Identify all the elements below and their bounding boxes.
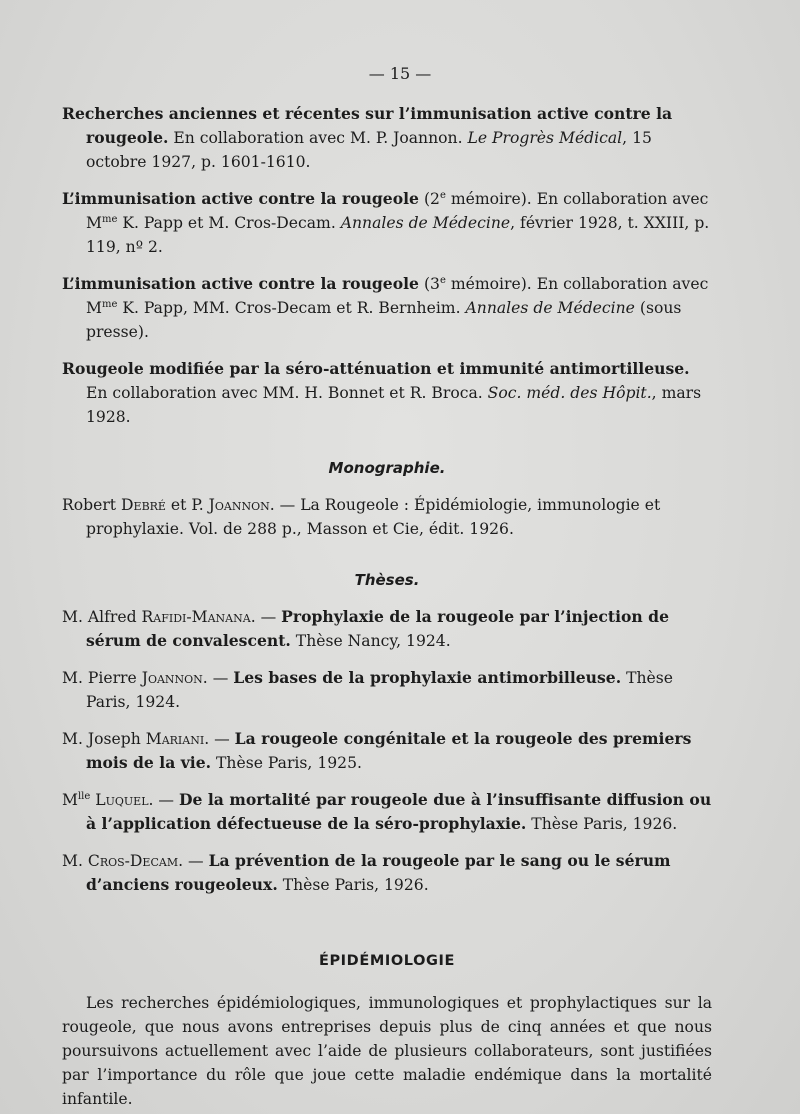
thesis-title: Prophylaxie de la rougeole par l’injection de sérum de convalescent. <box>86 607 670 650</box>
publication-title: Recherches anciennes et récentes sur l’immunisation active contre la rougeole. <box>62 104 673 147</box>
author-name: Luquel <box>95 791 149 809</box>
publication-title: L’immunisation active contre la rougeole <box>62 189 419 208</box>
publication-entry: L’immunisation active contre la rougeole (2e mémoire). En collaboration avec $M^{me}$ K. Papp et M. Cros-Decam. Annales de Médecine, février 1928, t. XXIII, p. 119, nº 2. <box>62 189 710 256</box>
thesis-entry: M. Cros-Decam. — La prévention de la rougeole par le sang ou le sérum d’anciens rougeoleux. Thèse Paris, 1926. <box>62 851 671 894</box>
thesis-title: De la mortalité par rougeole due à l’insuffisante diffusion ou à l’application défectueuse de la séro-prophylaxie. <box>86 790 712 833</box>
thesis-title: Les bases de la prophylaxie antimorbilleuse. <box>233 668 622 687</box>
author-name: Mariani <box>145 730 205 748</box>
thesis-entry: $M^{lle}$ Luquel. — De la mortalité par rougeole due à l’insuffisante diffusion ou à l’application défectueuse de la séro-prophylaxie. Thèse Paris, 1926. <box>62 790 712 833</box>
author-name: Joannon <box>141 669 203 687</box>
bibliography <box>62 102 712 1111</box>
body-paragraph: Les recherches épidémiologiques, immunologiques et prophylactiques sur la rougeole, que nous avons entreprises depuis plus de cinq années et que nous poursuivons actuellement avec l’aide de plusieurs collaborateurs, sont justifiées par l’importance du rôle que joue cette maladie endémique dans la mortalité infantile. <box>62 994 712 1108</box>
publication-entry: Recherches anciennes et récentes sur l’immunisation active contre la rougeole. En collaboration avec M. P. Joannon. Le Progrès Médical, 15 octobre 1927, p. 1601-1610. <box>62 104 673 171</box>
thesis-title: La prévention de la rougeole par le sang ou le sérum d’anciens rougeoleux. <box>86 851 671 894</box>
section-heading-epidemiologie: ÉPIDÉMIOLOGIE <box>318 953 456 969</box>
journal-name: Annales de Médecine <box>340 214 511 232</box>
publication-title: L’immunisation active contre la rougeole <box>62 274 419 293</box>
section-heading-theses: Thèses. <box>354 571 420 589</box>
thesis-entry: M. Joseph Mariani. — La rougeole congénitale et la rougeole des premiers mois de la vie. Thèse Paris, 1925. <box>62 729 692 772</box>
monograph-entry: Robert Debré et P. Joannon. — La Rougeole : Épidémiologie, immunologie et prophylaxie. Vol. de 288 p., Masson et Cie, édit. 1926. <box>62 496 661 538</box>
journal-name: Le Progrès Médical <box>467 129 623 147</box>
thesis-entry: M. Pierre Joannon. — Les bases de la prophylaxie antimorbilleuse. Thèse Paris, 1924. <box>62 668 674 711</box>
thesis-entry: M. Alfred Rafidi-Manana. — Prophylaxie de la rougeole par l’injection de sérum de convalescent. Thèse Nancy, 1924. <box>62 607 670 650</box>
journal-name: Annales de Médecine <box>465 299 635 317</box>
author-name: Debré <box>121 496 166 514</box>
section-heading-monographie: Monographie. <box>328 459 446 477</box>
author-name: Joannon <box>208 496 270 514</box>
page-number: — 15 — <box>368 64 432 83</box>
publication-entry: Rougeole modifiée par la séro-atténuation et immunité antimortilleuse. En collaboration avec MM. H. Bonnet et R. Broca. Soc. méd. des Hôpit., mars 1928. <box>62 359 702 426</box>
author-name: Cros-Decam <box>87 852 179 870</box>
author-name: Rafidi-Manana <box>141 608 251 626</box>
publication-title: Rougeole modifiée par la séro-atténuation et immunité antimortilleuse. <box>62 359 690 378</box>
journal-name: Soc. méd. des Hôpit. <box>487 384 652 402</box>
thesis-title: La rougeole congénitale et la rougeole des premiers mois de la vie. <box>86 729 692 772</box>
publication-entry: L’immunisation active contre la rougeole (3e mémoire). En collaboration avec $M^{me}$ K. Papp, MM. Cros-Decam et R. Bernheim. Annales de Médecine (sous presse). <box>62 274 709 341</box>
